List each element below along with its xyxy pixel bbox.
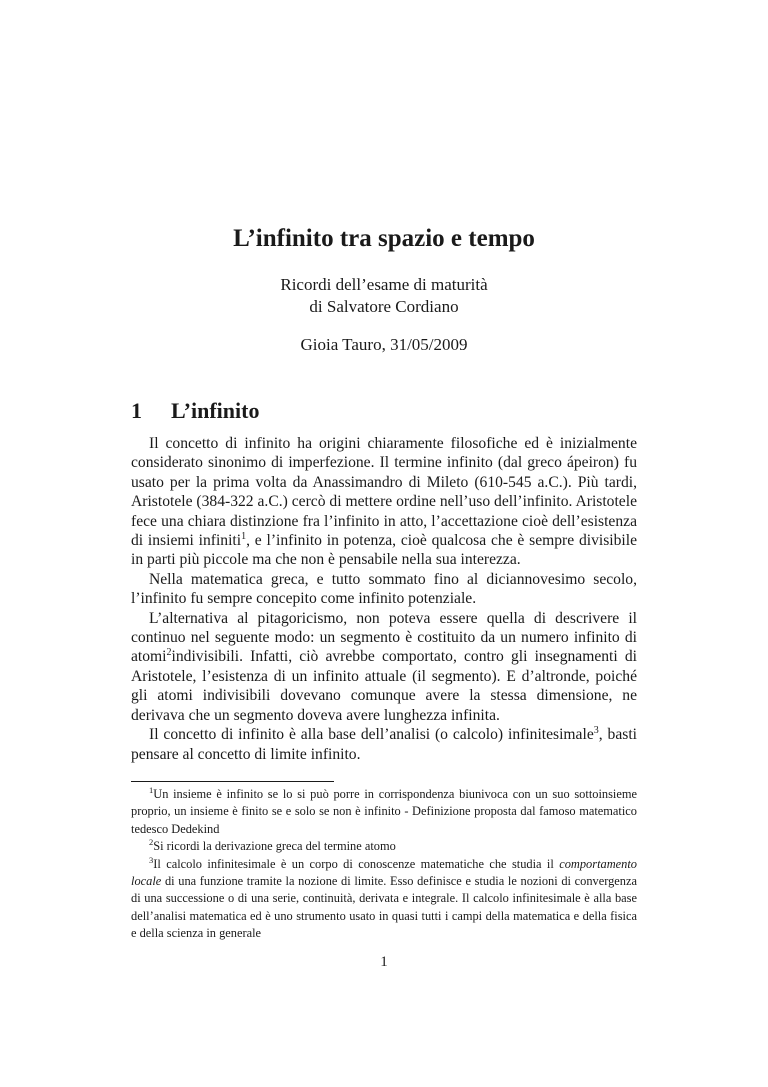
footnotes: [131, 786, 637, 943]
footnote-3-text-a: Il calcolo infinitesimale è un corpo di conoscenze matematiche che studia il: [153, 856, 560, 871]
footnote-1: [131, 786, 637, 838]
paragraph-4: [131, 725, 637, 764]
footnote-1-mark: 1: [149, 784, 154, 795]
footnote-ref-2[interactable]: 2: [166, 647, 172, 659]
section-body: [131, 434, 637, 764]
footnote-3: [131, 856, 637, 943]
page-number: 1: [380, 954, 388, 970]
section-heading: [131, 396, 259, 426]
footnote-3-mark: 3: [149, 854, 154, 865]
document-author: di Salvatore Cordiano: [309, 297, 459, 316]
paragraph-4-text-a: Il concetto di infinito è alla base dell’analisi (o calcolo) infinitesimale: [149, 726, 594, 744]
title-block: [0, 222, 768, 356]
paragraph-3: [131, 609, 637, 725]
paragraph-4-text-b: , basti pensare al concetto di limite infinito.: [131, 726, 637, 763]
document-title: L’infinito tra spazio e tempo: [233, 225, 535, 252]
footnote-ref-3[interactable]: 3: [593, 724, 599, 736]
paragraph-2: Nella matematica greca, e tutto sommato fino al diciannovesimo secolo, l’infinito fu sempre concepito come infinito potenziale.: [131, 570, 637, 608]
paragraph-1-text-a: Il concetto di infinito ha origini chiaramente filosofiche ed è inizialmente considerato sinonimo di imperfezione. Il termine infinito (dal greco ápeiron) fu usato per la prima volta da Anassimandro di Mileto (610-545 a.C.). Più tardi, Aristotele (384-322 a.C.) cercò di mettere ordine nell’uso dell’infinito. Aristotele fece una chiara distinzione fra l’infinito in atto, l’accettazione cioè dell’esistenza di insiemi infiniti: [131, 435, 637, 550]
paragraph-3-text-b: indivisibili. Infatti, ciò avrebbe comportato, contro gli insegnamenti di Aristotele, l’esistenza di un infinito attuale (il segmento). E d’altronde, poiché gli atomi indivisibili dovevano comunque avere la stessa dimensione, ne derivava che un segmento doveva avere lunghezza infinita.: [131, 648, 637, 724]
section-number: 1: [131, 398, 142, 423]
footnote-ref-1[interactable]: 1: [241, 530, 247, 542]
footnote-3-text-b: di una funzione tramite la nozione di limite. Esso definisce e studia le nozioni di convergenza di una successione o di una serie, continuità, derivata e integrale. Il calcolo infinitesimale è alla base dell’analisi matematica ed è uno strumento usato in quasi tutti i campi della matematica e della fisica e della scienza in generale: [131, 874, 637, 941]
footnote-1-text: Un insieme è infinito se lo si può porre in corrispondenza biunivoca con un suo sottoinsieme proprio, un insieme è finito se e solo se non è infinito - Definizione proposta dal famoso matematico tedesco Dedekind: [131, 787, 637, 836]
footnote-divider: [131, 781, 334, 782]
document-subtitle: Ricordi dell’esame di maturità: [280, 275, 488, 294]
footnote-3-emphasis: comportamento locale: [131, 856, 637, 889]
paragraph-1: [131, 434, 637, 570]
paragraph-1-text-b: , e l’infinito in potenza, cioè qualcosa che è sempre divisibile in parti più piccole ma che non è pensabile nella sua interezza.: [131, 532, 637, 569]
footnote-2: [131, 838, 637, 855]
footnote-2-text: Si ricordi la derivazione greca del termine atomo: [153, 839, 396, 854]
document-place-date: Gioia Tauro, 31/05/2009: [300, 335, 468, 354]
section-title: L’infinito: [171, 398, 260, 423]
paragraph-3-text-a: L’alternativa al pitagoricismo, non poteva essere quella di descrivere il continuo nel seguente modo: un segmento è costituito da un numero infinito di atomi: [131, 609, 637, 666]
footnote-2-mark: 2: [149, 837, 154, 848]
